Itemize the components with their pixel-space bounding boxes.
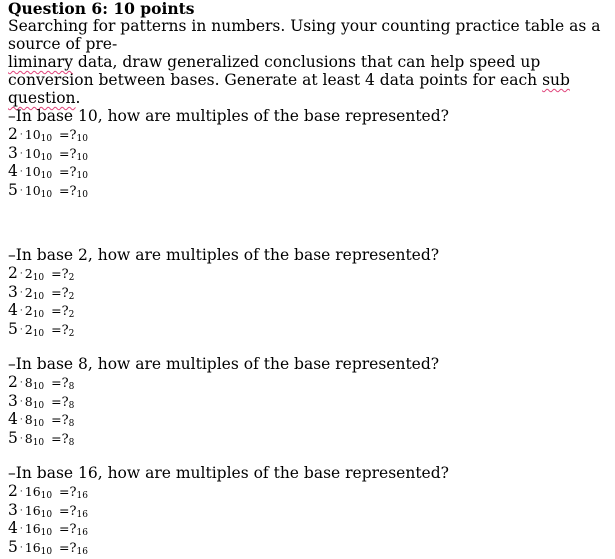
multiplier: 2 [8,482,18,500]
multiplier: 2 [8,264,18,282]
equals-sign: = [59,145,70,161]
to-base-subscript: 2 [68,273,75,283]
multiplication-row [8,181,608,200]
from-base-subscript: 10 [32,310,45,320]
equals-sign: = [51,375,62,390]
to-base-subscript: 10 [76,134,88,144]
multiplication-row [8,125,608,144]
equals-sign: = [51,303,62,318]
base-value: 16 [24,521,41,536]
base-section [8,355,608,447]
unknown-result: ? [69,165,77,180]
to-base-subscript: 8 [68,437,75,448]
multiplier: 5 [8,428,18,447]
to-base-subscript: 2 [68,291,75,302]
from-base-subscript: 10 [32,400,45,411]
multiplication-row [8,283,608,302]
to-base-subscript: 8 [68,419,75,429]
times-dot: · [19,433,23,444]
from-base-subscript: 10 [40,528,53,538]
section-spacer [8,447,608,464]
unknown-result: ? [69,146,77,162]
base-section [8,107,608,199]
times-dot: · [19,167,23,177]
base-value: 10 [24,145,41,161]
multiplier: 3 [8,282,18,301]
multiplier: 4 [8,162,18,180]
multiplication-row [8,373,608,392]
intro-spellcheck-word: liminary [8,53,73,71]
times-dot: · [19,269,23,279]
multiplication-row [8,482,608,501]
equals-sign: = [59,182,70,198]
unknown-result: ? [61,322,69,338]
unknown-result: ? [69,485,77,500]
unknown-result: ? [61,267,69,282]
from-base-subscript: 10 [40,546,53,557]
multiplier: 3 [8,391,18,410]
multiplication-row [8,410,608,429]
multiplier: 5 [8,319,18,338]
base-value: 8 [24,375,33,390]
from-base-subscript: 10 [32,437,45,448]
times-dot: · [19,324,23,335]
multiplier: 4 [8,519,18,537]
to-base-subscript: 16 [76,491,88,501]
sub-question: –In base 10, how are multiples of the base represented? [8,107,449,125]
base-value: 10 [24,164,41,179]
from-base-subscript: 10 [40,152,53,163]
multiplication-row [8,264,608,283]
document-page [8,0,608,556]
base-value: 16 [24,484,41,499]
from-base-subscript: 10 [32,328,45,339]
from-base-subscript: 10 [40,134,53,144]
sub-question: –In base 16, how are multiples of the base represented? [8,464,449,482]
multiplication-row [8,501,608,520]
times-dot: · [19,524,23,534]
section-spacer [8,199,608,246]
base-value: 16 [24,502,41,518]
unknown-result: ? [69,503,77,519]
intro-text-3: . [75,89,81,107]
to-base-subscript: 16 [76,546,88,557]
sub-question: –In base 2, how are multiples of the base represented? [8,246,440,264]
equals-sign: = [59,127,70,142]
multiplier: 4 [8,410,18,428]
unknown-result: ? [69,183,77,199]
multiplier: 2 [8,125,18,143]
to-base-subscript: 2 [68,310,75,320]
to-base-subscript: 16 [76,528,88,538]
question-title: Question 6: 10 points [8,0,195,18]
equals-sign: = [59,521,70,536]
multiplier: 5 [8,537,18,556]
question-sections [8,107,608,556]
to-base-subscript: 10 [76,152,88,163]
section-spacer [8,338,608,355]
base-value: 8 [24,430,33,446]
from-base-subscript: 10 [40,509,53,520]
multiplier: 3 [8,143,18,162]
to-base-subscript: 8 [68,400,75,411]
multiplication-row [8,144,608,163]
from-base-subscript: 10 [40,189,53,200]
from-base-subscript: 10 [32,382,45,392]
equals-sign: = [59,164,70,179]
base-section [8,246,608,338]
times-dot: · [19,542,23,553]
equals-sign: = [51,284,62,300]
multiplication-row [8,538,608,557]
base-value: 2 [24,321,33,337]
unknown-result: ? [61,394,69,410]
times-dot: · [19,130,23,140]
intro-text-1: Searching for patterns in numbers. Using your counting practice table as a source of pre- [8,17,601,53]
times-dot: · [19,306,23,316]
unknown-result: ? [69,522,77,537]
from-base-subscript: 10 [40,171,53,181]
base-value: 2 [24,303,33,318]
equals-sign: = [51,412,62,427]
sub-question: –In base 8, how are multiples of the base represented? [8,355,440,373]
multiplication-row [8,162,608,181]
equals-sign: = [59,539,70,555]
unknown-result: ? [61,285,69,301]
base-value: 8 [24,412,33,427]
multiplication-row [8,519,608,538]
to-base-subscript: 8 [68,382,75,392]
base-value: 2 [24,266,33,281]
intro-text-2: data, draw generalized conclusions that can help speed up conversion between bases. Generate at least 4 data points for each [8,53,543,89]
multiplier: 2 [8,373,18,391]
multiplier: 4 [8,301,18,319]
base-value: 8 [24,393,33,409]
multiplier: 5 [8,180,18,199]
unknown-result: ? [69,128,77,143]
times-dot: · [19,287,23,298]
base-value: 16 [24,539,41,555]
times-dot: · [19,378,23,388]
times-dot: · [19,415,23,425]
multiplication-row [8,429,608,448]
base-value: 10 [24,127,41,142]
times-dot: · [19,487,23,497]
base-value: 10 [24,182,41,198]
from-base-subscript: 10 [32,291,45,302]
equals-sign: = [59,502,70,518]
intro-paragraph [8,17,608,107]
times-dot: · [19,185,23,196]
to-base-subscript: 2 [68,328,75,339]
to-base-subscript: 16 [76,509,88,520]
unknown-result: ? [69,540,77,556]
times-dot: · [19,396,23,407]
equals-sign: = [51,266,62,281]
equals-sign: = [51,393,62,409]
base-section [8,464,608,556]
from-base-subscript: 10 [32,273,45,283]
to-base-subscript: 10 [76,171,88,181]
to-base-subscript: 10 [76,189,88,200]
multiplier: 3 [8,500,18,519]
unknown-result: ? [61,413,69,428]
multiplication-row [8,392,608,411]
from-base-subscript: 10 [32,419,45,429]
unknown-result: ? [61,376,69,391]
times-dot: · [19,148,23,159]
intro-spellcheck-phrase: sub question [8,71,570,107]
equals-sign: = [59,484,70,499]
equals-sign: = [51,321,62,337]
base-value: 2 [24,284,33,300]
multiplication-row [8,320,608,339]
from-base-subscript: 10 [40,491,53,501]
multiplication-row [8,301,608,320]
times-dot: · [19,505,23,516]
equals-sign: = [51,430,62,446]
unknown-result: ? [61,304,69,319]
unknown-result: ? [61,431,69,447]
